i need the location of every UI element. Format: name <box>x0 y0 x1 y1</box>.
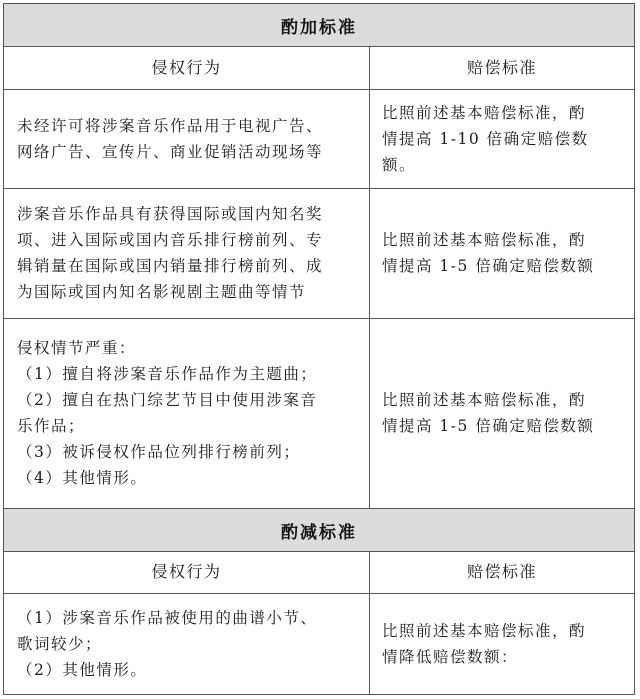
standard-cell <box>370 593 634 694</box>
cell-line: （4）其他情形。 <box>17 469 148 487</box>
table-row <box>3 318 635 509</box>
cell-line: （1）擅自将涉案音乐作品作为主题曲； <box>17 365 318 383</box>
cell-line: （3）被诉侵权作品位列排行榜前列； <box>17 443 301 461</box>
cell-line: （2）擅自在热门综艺节目中使用涉案音 <box>17 391 318 409</box>
cell-line: 额。 <box>382 155 417 174</box>
cell-line: 未经许可将涉案音乐作品用于电视广告、 <box>17 116 324 135</box>
behavior-cell <box>4 593 370 694</box>
behavior-cell <box>4 188 370 318</box>
cell-line: 情提高 1-10 倍确定赔偿数 <box>382 129 589 148</box>
standard-column-header: 赔偿标准 <box>466 57 537 77</box>
standard-cell <box>370 318 634 508</box>
cell-line: 比照前述基本赔偿标准，酌 <box>382 231 587 249</box>
cell-line: 网络广告、宣传片、商业促销活动现场等 <box>17 142 324 161</box>
standard-cell <box>370 89 634 188</box>
behavior-column-header: 侵权行为 <box>4 551 370 593</box>
behavior-column-header: 侵权行为 <box>4 46 370 89</box>
table-row <box>3 188 635 319</box>
cell-line: 比照前述基本赔偿标准，酌 <box>382 103 587 122</box>
cell-line: （2）其他情形。 <box>17 660 148 679</box>
table-row <box>3 89 635 189</box>
table-row <box>3 593 635 695</box>
cell-line: 比照前述基本赔偿标准，酌 <box>382 621 587 640</box>
decrease-column-header-row <box>3 551 635 594</box>
behavior-cell <box>4 89 370 188</box>
cell-line: 为国际或国内知名影视剧主题曲等情节 <box>17 283 307 301</box>
cell-line: 情提高 1-5 倍确定赔偿数额 <box>382 417 595 435</box>
cell-line: 情降低赔偿数额： <box>382 647 519 666</box>
increase-column-header-row <box>3 46 635 90</box>
standard-cell <box>370 188 634 318</box>
cell-line: 歌词较少； <box>17 634 103 653</box>
standard-column-header: 赔偿标准 <box>466 562 537 581</box>
cell-line: 项、进入国际或国内音乐排行榜前列、专 <box>17 231 324 249</box>
cell-line: 辑销量在国际或国内销量排行榜前列、成 <box>17 257 324 275</box>
cell-line: 情提高 1-5 倍确定赔偿数额 <box>382 257 595 275</box>
cell-line: 乐作品； <box>17 417 86 435</box>
cell-line: 比照前述基本赔偿标准，酌 <box>382 391 587 409</box>
cell-line: 涉案音乐作品具有获得国际或国内知名奖 <box>17 205 324 223</box>
cell-line: 侵权情节严重： <box>17 339 137 357</box>
cell-line: （1）涉案音乐作品被使用的曲谱小节、 <box>17 608 318 627</box>
increase-section-title: 酌加标准 <box>3 3 635 47</box>
behavior-cell <box>4 318 370 508</box>
decrease-section-title: 酌减标准 <box>3 508 635 552</box>
